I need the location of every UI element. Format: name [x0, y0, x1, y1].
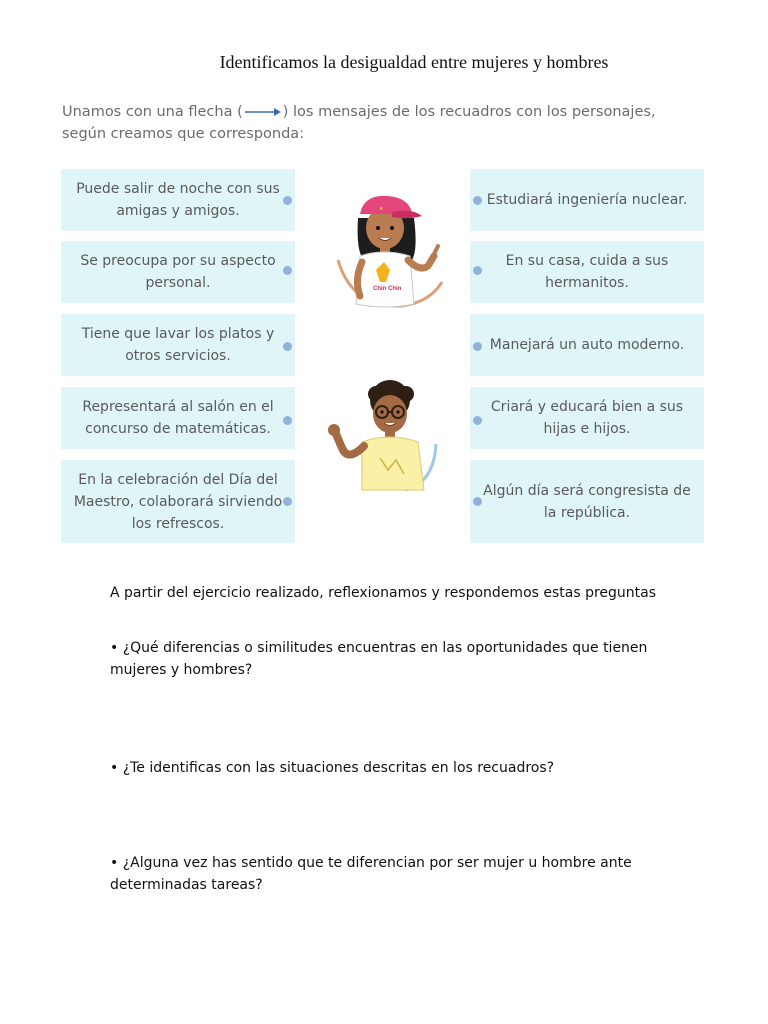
instruction-line2: según creamos que corresponda: — [62, 126, 305, 142]
left-box-5 — [61, 460, 295, 543]
left-dot-5[interactable] — [283, 497, 292, 506]
right-box-text: Algún día será congresista de la república. — [483, 482, 691, 521]
svg-text:★: ★ — [379, 206, 384, 212]
left-box-4 — [61, 387, 295, 449]
right-box-text: Criará y educará bien a sus hijas e hijos. — [490, 399, 684, 437]
right-dot-5[interactable] — [473, 497, 482, 506]
left-dot-4[interactable] — [283, 416, 292, 425]
right-box-4 — [470, 387, 704, 449]
right-dot-1[interactable] — [473, 196, 482, 205]
left-box-text: En la celebración del Día del Maestro, colaborará sirviendo los refrescos. — [73, 471, 283, 532]
left-box-text: Se preocupa por su aspecto personal. — [80, 253, 276, 291]
left-dot-1[interactable] — [283, 196, 292, 205]
right-box-text: Estudiará ingeniería nuclear. — [486, 192, 688, 208]
right-dot-2[interactable] — [473, 266, 482, 275]
right-box-text: Manejará un auto moderno. — [489, 337, 685, 353]
left-box-2 — [61, 241, 295, 303]
left-box-text: Tiene que lavar los platos y otros servicios. — [81, 326, 275, 364]
girl-shirt-text: Chin Chin — [373, 286, 402, 292]
instruction-before: Unamos con una flecha ( — [62, 104, 243, 120]
right-box-2 — [470, 241, 704, 303]
left-dot-3[interactable] — [283, 342, 292, 351]
page-title: Identificamos la desigualdad entre mujeres y hombres — [219, 52, 609, 72]
question-1: • ¿Qué diferencias o similitudes encuentras en las oportunidades que tienen mujeres y hombres? — [110, 640, 648, 678]
right-box-1 — [470, 169, 704, 231]
right-box-text: En su casa, cuida a sus hermanitos. — [505, 253, 669, 291]
left-box-text: Representará al salón en el concurso de matemáticas. — [82, 399, 274, 437]
left-dot-2[interactable] — [283, 266, 292, 275]
instruction-text — [62, 101, 712, 145]
questions-intro: A partir del ejercicio realizado, reflexionamos y respondemos estas preguntas — [110, 585, 657, 601]
boy-character-illustration[interactable] — [322, 378, 440, 496]
right-box-5 — [470, 460, 704, 543]
left-box-1 — [61, 169, 295, 231]
question-2: • ¿Te identificas con las situaciones descritas en los recuadros? — [110, 760, 555, 776]
right-box-3 — [470, 314, 704, 376]
arrow-icon — [244, 107, 282, 117]
question-3: • ¿Alguna vez has sentido que te diferencian por ser mujer u hombre ante determinadas tareas? — [110, 855, 632, 893]
right-dot-3[interactable] — [473, 342, 482, 351]
left-box-3 — [61, 314, 295, 376]
left-box-text: Puede salir de noche con sus amigas y amigos. — [76, 181, 280, 219]
instruction-after: ) los mensajes de los recuadros con los personajes, — [282, 104, 656, 120]
right-dot-4[interactable] — [473, 416, 482, 425]
girl-character-illustration[interactable] — [330, 190, 448, 314]
